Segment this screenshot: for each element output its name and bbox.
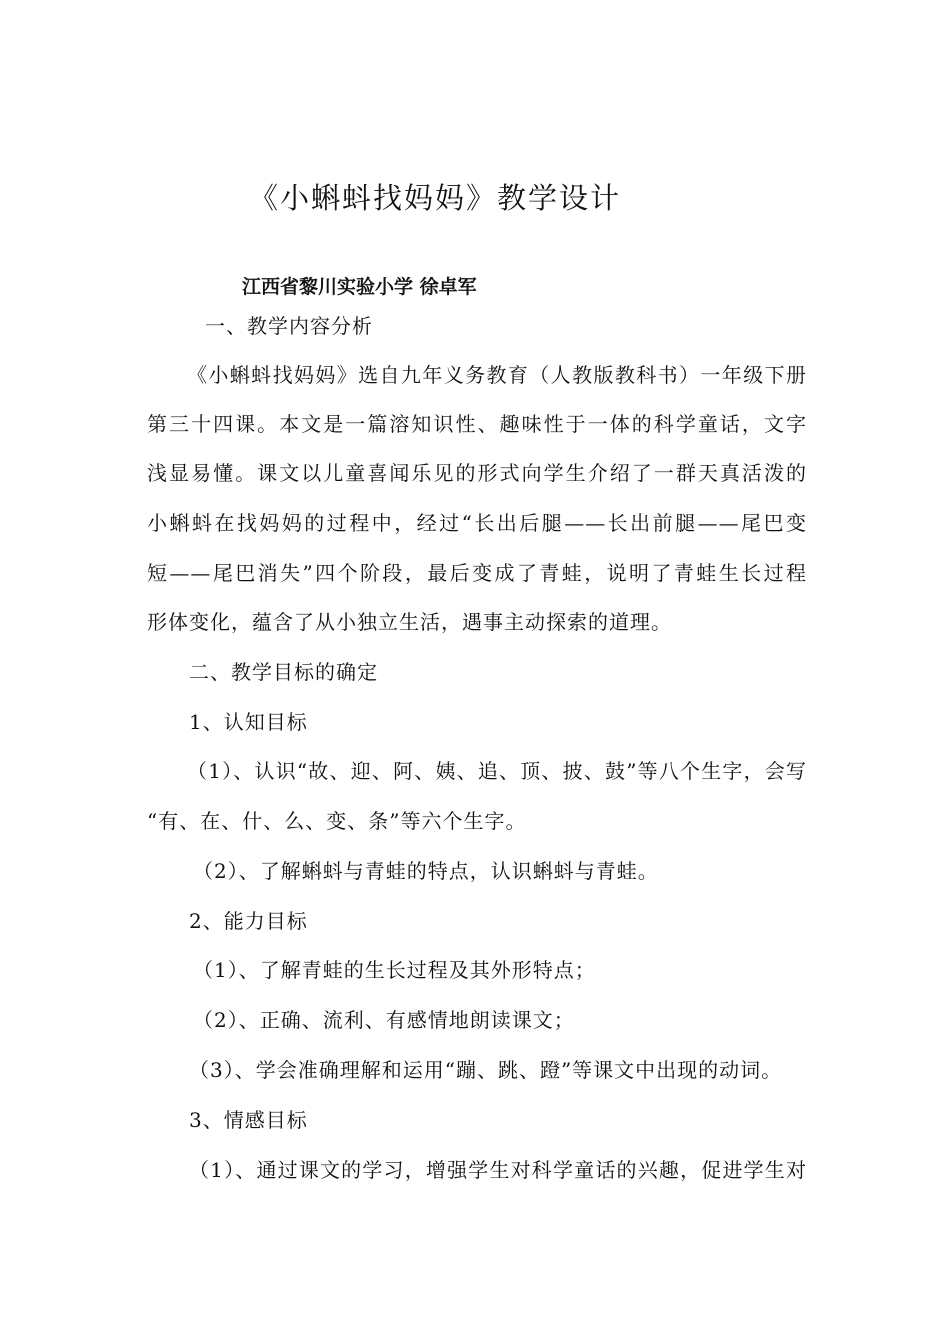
body-line: 浅显易懂。课文以儿童喜闻乐见的形式向学生介绍了一群天真活泼的 bbox=[147, 461, 807, 485]
body-line: 《小蝌蚪找妈妈》选自九年义务教育（人教版教科书）一年级下册 bbox=[187, 363, 807, 387]
body-line: 短——尾巴消失”四个阶段，最后变成了青蛙，说明了青蛙生长过程 bbox=[147, 561, 807, 585]
body-line: （1）、了解青蛙的生长过程及其外形特点； bbox=[193, 958, 596, 982]
body-line: 形体变化，蕴含了从小独立生活，遇事主动探索的道理。 bbox=[147, 610, 672, 634]
body-line: （3）、学会准确理解和运用“蹦、跳、蹬”等课文中出现的动词。 bbox=[189, 1058, 783, 1082]
body-line: 3、情感目标 bbox=[189, 1108, 308, 1132]
body-line: 小蝌蚪在找妈妈的过程中，经过“长出后腿——长出前腿——尾巴变 bbox=[147, 511, 807, 535]
body-line: （2）、了解蝌蚪与青蛙的特点，认识蝌蚪与青蛙。 bbox=[193, 859, 659, 883]
body-line: （2）、正确、流利、有感情地朗读课文； bbox=[193, 1008, 575, 1032]
body-line: （1）、认识“故、迎、阿、姨、追、顶、披、鼓”等八个生字，会写 bbox=[187, 759, 807, 783]
body-line: “有、在、什、么、变、条”等六个生字。 bbox=[147, 809, 527, 833]
document-author: 江西省黎川实验小学 徐卓军 bbox=[242, 276, 477, 298]
body-line: 一、教学内容分析 bbox=[205, 314, 373, 338]
body-line: （1）、通过课文的学习，增强学生对科学童话的兴趣，促进学生对 bbox=[189, 1158, 807, 1182]
body-line: 二、教学目标的确定 bbox=[189, 660, 378, 684]
document-title: 《小蝌蚪找妈妈》教学设计 bbox=[248, 181, 621, 215]
body-line: 1、认知目标 bbox=[189, 710, 308, 734]
body-line: 第三十四课。本文是一篇溶知识性、趣味性于一体的科学童话，文字 bbox=[147, 412, 807, 436]
body-line: 2、能力目标 bbox=[189, 909, 308, 933]
